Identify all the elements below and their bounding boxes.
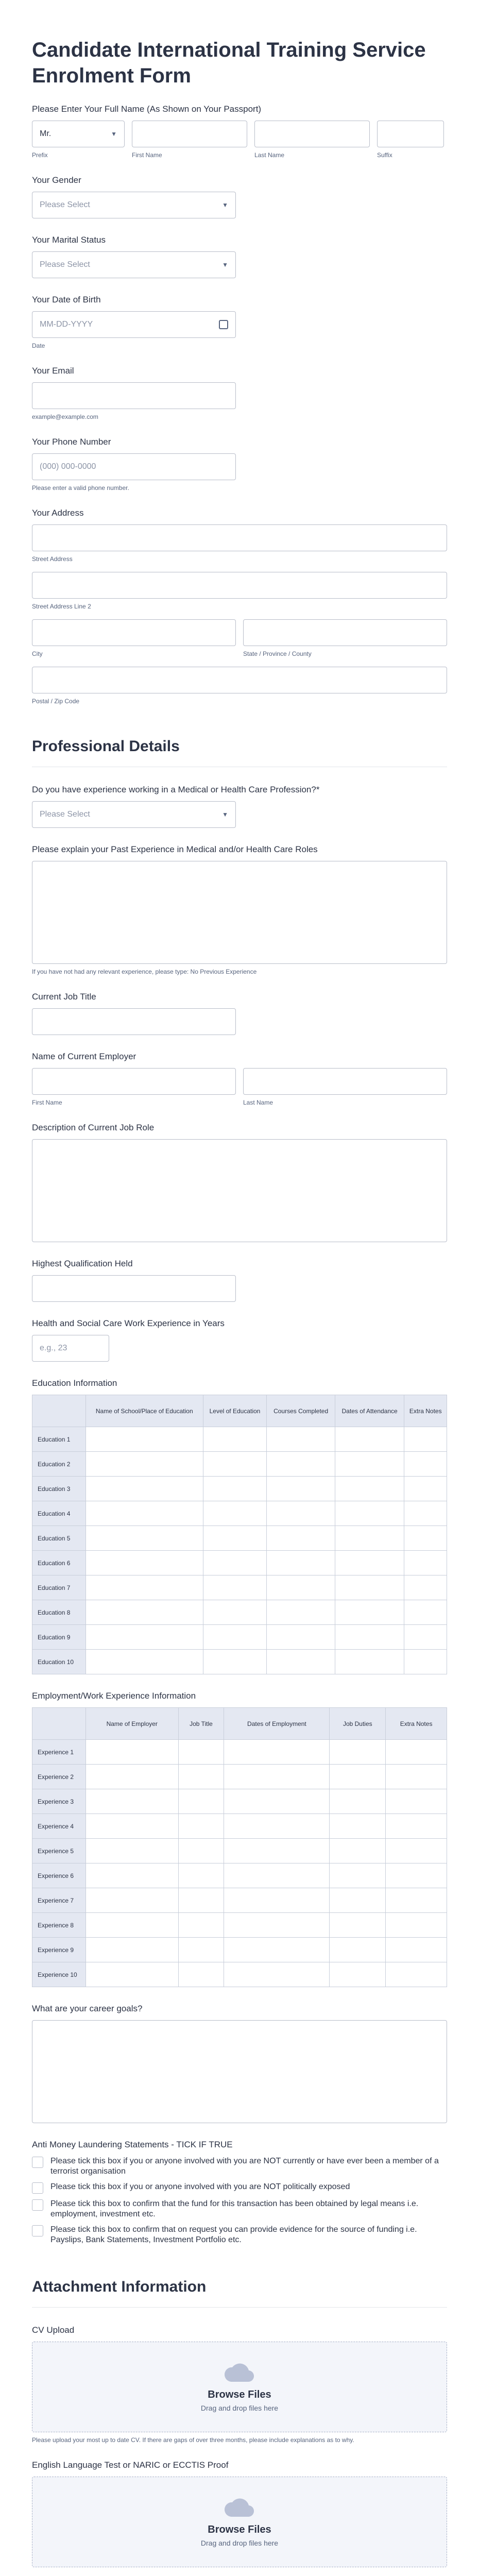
dob-sublabel: Date bbox=[32, 342, 45, 349]
education-cell-input[interactable] bbox=[335, 1477, 404, 1501]
employer-last-sublabel: Last Name bbox=[243, 1099, 273, 1106]
chevron-down-icon: ▼ bbox=[222, 201, 228, 209]
education-row-header: Education 1 bbox=[32, 1427, 86, 1452]
education-col-header: Name of School/Place of Education bbox=[86, 1395, 203, 1427]
aml-checkbox[interactable] bbox=[32, 2225, 43, 2236]
full-name-label: Please Enter Your Full Name (As Shown on Your Passport) bbox=[32, 104, 262, 114]
address-field bbox=[32, 508, 447, 705]
years-field bbox=[32, 1318, 447, 1362]
employment-cell-input[interactable] bbox=[86, 1839, 179, 1863]
education-table-row bbox=[32, 1452, 447, 1477]
email-field bbox=[32, 366, 447, 420]
education-row-header: Education 8 bbox=[32, 1600, 86, 1625]
education-row-header: Education 2 bbox=[32, 1452, 86, 1477]
gender-label: Your Gender bbox=[32, 175, 81, 185]
state-sublabel: State / Province / County bbox=[243, 650, 312, 657]
qualification-input[interactable] bbox=[32, 1275, 236, 1302]
cv-field bbox=[32, 2325, 447, 2444]
education-cell-input[interactable] bbox=[267, 1600, 335, 1625]
employment-cell-input[interactable] bbox=[330, 1740, 386, 1765]
cv-sublabel: Please upload your most up to date CV. If there are gaps of over three months, please include explanations as to why. bbox=[32, 2436, 354, 2444]
education-cell-input[interactable] bbox=[203, 1452, 267, 1477]
education-cell-input[interactable] bbox=[203, 1551, 267, 1575]
education-row-header: Education 5 bbox=[32, 1526, 86, 1551]
employment-cell-input[interactable] bbox=[330, 1789, 386, 1814]
employment-row-header: Experience 7 bbox=[32, 1888, 86, 1913]
phone-input[interactable] bbox=[32, 453, 236, 480]
browse-files-label[interactable]: Browse Files bbox=[208, 2523, 271, 2535]
gender-placeholder: Please Select bbox=[40, 200, 90, 209]
education-cell-input[interactable] bbox=[267, 1526, 335, 1551]
marital-field bbox=[32, 235, 447, 278]
employment-cell-input[interactable] bbox=[178, 1962, 224, 1987]
employment-cell-input[interactable] bbox=[178, 1789, 224, 1814]
employment-cell-input[interactable] bbox=[386, 1789, 447, 1814]
education-cell-input[interactable] bbox=[404, 1477, 447, 1501]
employer-field bbox=[32, 1052, 447, 1106]
education-cell-input[interactable] bbox=[267, 1452, 335, 1477]
employment-cell-input[interactable] bbox=[224, 1962, 330, 1987]
aml-field bbox=[32, 2140, 447, 2245]
chevron-down-icon: ▼ bbox=[222, 261, 228, 268]
english-upload-dropzone[interactable] bbox=[32, 2477, 447, 2567]
education-cell-input[interactable] bbox=[335, 1452, 404, 1477]
education-cell-input[interactable] bbox=[404, 1452, 447, 1477]
education-cell-input[interactable] bbox=[203, 1575, 267, 1600]
first-name-input[interactable] bbox=[132, 121, 247, 147]
education-col-header: Extra Notes bbox=[404, 1395, 447, 1427]
experience-placeholder: Please Select bbox=[40, 810, 90, 819]
employment-cell-input[interactable] bbox=[224, 1863, 330, 1888]
cloud-upload-icon bbox=[223, 2497, 256, 2518]
education-cell-input[interactable] bbox=[203, 1600, 267, 1625]
aml-option-text: Please tick this box to confirm that the fund for this transaction has been obtained by legal means i.e. employment, investment etc. bbox=[50, 2199, 419, 2218]
qualification-field bbox=[32, 1259, 447, 1302]
education-table-row bbox=[32, 1600, 447, 1625]
education-cell-input[interactable] bbox=[267, 1575, 335, 1600]
education-table-row bbox=[32, 1526, 447, 1551]
dob-label: Your Date of Birth bbox=[32, 295, 101, 304]
dob-input[interactable] bbox=[32, 311, 236, 338]
years-label: Health and Social Care Work Experience in Years bbox=[32, 1318, 225, 1328]
education-cell-input[interactable] bbox=[203, 1501, 267, 1526]
gender-select[interactable] bbox=[32, 192, 236, 218]
education-col-header: Dates of Attendance bbox=[335, 1395, 404, 1427]
education-cell-input[interactable] bbox=[335, 1575, 404, 1600]
education-row-header: Education 9 bbox=[32, 1625, 86, 1650]
education-table-row bbox=[32, 1477, 447, 1501]
drag-drop-hint: Drag and drop files here bbox=[200, 2403, 279, 2412]
education-table-row bbox=[32, 1625, 447, 1650]
past-roles-field bbox=[32, 844, 447, 975]
email-sublabel: example@example.com bbox=[32, 413, 98, 420]
education-table-row bbox=[32, 1575, 447, 1600]
email-label: Your Email bbox=[32, 366, 74, 376]
education-label: Education Information bbox=[32, 1378, 117, 1388]
browse-files-label[interactable]: Browse Files bbox=[208, 2388, 271, 2400]
marital-label: Your Marital Status bbox=[32, 235, 106, 245]
employment-cell-input[interactable] bbox=[224, 1789, 330, 1814]
prefix-value: Mr. bbox=[40, 129, 52, 138]
employer-first-input[interactable] bbox=[32, 1068, 236, 1095]
past-roles-label: Please explain your Past Experience in Medical and/or Health Care Roles bbox=[32, 844, 318, 854]
employment-cell-input[interactable] bbox=[330, 1863, 386, 1888]
education-row-header: Education 10 bbox=[32, 1650, 86, 1674]
employment-row-header: Experience 2 bbox=[32, 1765, 86, 1789]
education-corner bbox=[32, 1395, 86, 1427]
years-placeholder: e.g., 23 bbox=[40, 1344, 67, 1352]
suffix-sublabel: Suffix bbox=[377, 151, 392, 159]
education-cell-input[interactable] bbox=[335, 1650, 404, 1674]
cloud-upload-icon bbox=[223, 2362, 256, 2383]
employment-cell-input[interactable] bbox=[86, 1765, 179, 1789]
education-cell-input[interactable] bbox=[86, 1452, 203, 1477]
employment-table-row bbox=[32, 1839, 447, 1863]
education-col-header: Level of Education bbox=[203, 1395, 267, 1427]
calendar-icon[interactable] bbox=[219, 320, 228, 329]
education-table-row bbox=[32, 1650, 447, 1674]
education-col-header: Courses Completed bbox=[267, 1395, 335, 1427]
chevron-down-icon: ▼ bbox=[222, 811, 228, 818]
employment-cell-input[interactable] bbox=[330, 1962, 386, 1987]
employment-cell-input[interactable] bbox=[224, 1913, 330, 1938]
education-cell-input[interactable] bbox=[203, 1625, 267, 1650]
education-cell-input[interactable] bbox=[267, 1551, 335, 1575]
education-cell-input[interactable] bbox=[86, 1600, 203, 1625]
education-cell-input[interactable] bbox=[335, 1625, 404, 1650]
education-cell-input[interactable] bbox=[404, 1526, 447, 1551]
years-input[interactable] bbox=[32, 1335, 109, 1362]
job-title-label: Current Job Title bbox=[32, 992, 96, 1002]
employment-table-row bbox=[32, 1938, 447, 1962]
employment-cell-input[interactable] bbox=[386, 1863, 447, 1888]
employment-cell-input[interactable] bbox=[330, 1765, 386, 1789]
english-field bbox=[32, 2460, 447, 2567]
employment-col-header: Job Title bbox=[178, 1708, 224, 1740]
employment-row-header: Experience 6 bbox=[32, 1863, 86, 1888]
experience-select[interactable] bbox=[32, 801, 236, 828]
education-cell-input[interactable] bbox=[86, 1575, 203, 1600]
education-cell-input[interactable] bbox=[86, 1501, 203, 1526]
education-row-header: Education 7 bbox=[32, 1575, 86, 1600]
employment-cell-input[interactable] bbox=[386, 1938, 447, 1962]
employment-col-header: Name of Employer bbox=[86, 1708, 179, 1740]
education-row-header: Education 3 bbox=[32, 1477, 86, 1501]
education-cell-input[interactable] bbox=[203, 1526, 267, 1551]
employment-row-header: Experience 4 bbox=[32, 1814, 86, 1839]
education-cell-input[interactable] bbox=[335, 1526, 404, 1551]
suffix-input[interactable] bbox=[377, 121, 444, 147]
street-address-2-input[interactable] bbox=[32, 572, 447, 599]
experience-field bbox=[32, 785, 447, 828]
education-cell-input[interactable] bbox=[404, 1600, 447, 1625]
education-table-row bbox=[32, 1501, 447, 1526]
city-sublabel: City bbox=[32, 650, 43, 657]
street-address-2-sublabel: Street Address Line 2 bbox=[32, 603, 91, 610]
gender-field bbox=[32, 175, 447, 218]
employment-corner bbox=[32, 1708, 86, 1740]
chevron-down-icon: ▼ bbox=[111, 130, 117, 138]
education-field bbox=[32, 1378, 447, 1674]
employment-table-row bbox=[32, 1888, 447, 1913]
employment-cell-input[interactable] bbox=[86, 1789, 179, 1814]
qualification-label: Highest Qualification Held bbox=[32, 1259, 133, 1268]
aml-option[interactable] bbox=[32, 2182, 447, 2194]
education-cell-input[interactable] bbox=[335, 1427, 404, 1452]
employment-cell-input[interactable] bbox=[330, 1839, 386, 1863]
education-table-row bbox=[32, 1551, 447, 1575]
aml-option[interactable] bbox=[32, 2156, 447, 2177]
aml-option[interactable] bbox=[32, 2225, 447, 2245]
postal-input[interactable] bbox=[32, 667, 447, 693]
employment-table-row bbox=[32, 1863, 447, 1888]
employment-row-header: Experience 10 bbox=[32, 1962, 86, 1987]
education-cell-input[interactable] bbox=[267, 1625, 335, 1650]
education-cell-input[interactable] bbox=[404, 1551, 447, 1575]
employment-cell-input[interactable] bbox=[386, 1962, 447, 1987]
postal-sublabel: Postal / Zip Code bbox=[32, 698, 80, 705]
education-table bbox=[32, 1395, 447, 1674]
education-row-header: Education 6 bbox=[32, 1551, 86, 1575]
employment-field bbox=[32, 1691, 447, 1987]
employment-cell-input[interactable] bbox=[178, 1938, 224, 1962]
education-cell-input[interactable] bbox=[404, 1650, 447, 1674]
first-name-sublabel: First Name bbox=[132, 151, 162, 159]
education-row-header: Education 4 bbox=[32, 1501, 86, 1526]
employment-row-header: Experience 5 bbox=[32, 1839, 86, 1863]
education-cell-input[interactable] bbox=[404, 1575, 447, 1600]
employment-cell-input[interactable] bbox=[386, 1839, 447, 1863]
education-cell-input[interactable] bbox=[335, 1501, 404, 1526]
city-input[interactable] bbox=[32, 619, 236, 646]
professional-section-title: Professional Details bbox=[32, 725, 447, 767]
education-cell-input[interactable] bbox=[86, 1650, 203, 1674]
employment-cell-input[interactable] bbox=[224, 1765, 330, 1789]
job-role-field bbox=[32, 1123, 447, 1242]
full-name-field bbox=[32, 104, 447, 159]
employment-cell-input[interactable] bbox=[224, 1839, 330, 1863]
dob-placeholder: MM-DD-YYYY bbox=[40, 320, 93, 329]
phone-sublabel: Please enter a valid phone number. bbox=[32, 484, 129, 492]
job-role-label: Description of Current Job Role bbox=[32, 1123, 155, 1132]
employment-cell-input[interactable] bbox=[86, 1962, 179, 1987]
aml-checkbox[interactable] bbox=[32, 2157, 43, 2168]
education-table-row bbox=[32, 1427, 447, 1452]
education-cell-input[interactable] bbox=[86, 1427, 203, 1452]
education-cell-input[interactable] bbox=[203, 1650, 267, 1674]
employment-cell-input[interactable] bbox=[330, 1814, 386, 1839]
employment-cell-input[interactable] bbox=[86, 1913, 179, 1938]
phone-placeholder: (000) 000-0000 bbox=[40, 462, 96, 471]
last-name-input[interactable] bbox=[254, 121, 370, 147]
phone-field bbox=[32, 437, 447, 492]
street-address-input[interactable] bbox=[32, 524, 447, 551]
education-cell-input[interactable] bbox=[267, 1650, 335, 1674]
aml-option-text: Please tick this box if you or anyone involved with you are NOT currently or have ever been a member of a terrorist organisation bbox=[50, 2157, 439, 2176]
employment-cell-input[interactable] bbox=[224, 1938, 330, 1962]
past-roles-textarea[interactable] bbox=[32, 861, 447, 964]
employment-table-row bbox=[32, 1789, 447, 1814]
goals-textarea[interactable] bbox=[32, 2020, 447, 2123]
cv-label: CV Upload bbox=[32, 2325, 75, 2335]
employment-row-header: Experience 1 bbox=[32, 1740, 86, 1765]
education-cell-input[interactable] bbox=[404, 1501, 447, 1526]
phone-label: Your Phone Number bbox=[32, 437, 111, 447]
employment-cell-input[interactable] bbox=[330, 1938, 386, 1962]
education-cell-input[interactable] bbox=[86, 1526, 203, 1551]
job-role-textarea[interactable] bbox=[32, 1139, 447, 1242]
education-cell-input[interactable] bbox=[86, 1477, 203, 1501]
english-label: English Language Test or NARIC or ECCTIS Proof bbox=[32, 2460, 229, 2470]
employment-table bbox=[32, 1707, 447, 1987]
employment-label: Employment/Work Experience Information bbox=[32, 1691, 196, 1701]
aml-checkbox[interactable] bbox=[32, 2182, 43, 2194]
employment-cell-input[interactable] bbox=[86, 1938, 179, 1962]
goals-field bbox=[32, 2004, 447, 2123]
employment-cell-input[interactable] bbox=[178, 1839, 224, 1863]
employment-cell-input[interactable] bbox=[178, 1913, 224, 1938]
employment-cell-input[interactable] bbox=[224, 1888, 330, 1913]
email-input[interactable] bbox=[32, 382, 236, 409]
street-address-sublabel: Street Address bbox=[32, 555, 73, 563]
employment-col-header: Dates of Employment bbox=[224, 1708, 330, 1740]
education-cell-input[interactable] bbox=[404, 1427, 447, 1452]
employment-cell-input[interactable] bbox=[178, 1888, 224, 1913]
past-roles-sublabel: If you have not had any relevant experience, please type: No Previous Experience bbox=[32, 968, 257, 975]
employment-cell-input[interactable] bbox=[386, 1765, 447, 1789]
employment-row-header: Experience 3 bbox=[32, 1789, 86, 1814]
employment-cell-input[interactable] bbox=[86, 1740, 179, 1765]
cv-upload-dropzone[interactable] bbox=[32, 2342, 447, 2432]
employment-cell-input[interactable] bbox=[330, 1888, 386, 1913]
employment-cell-input[interactable] bbox=[386, 1913, 447, 1938]
education-cell-input[interactable] bbox=[335, 1600, 404, 1625]
employment-table-row bbox=[32, 1765, 447, 1789]
aml-option-text: Please tick this box if you or anyone involved with you are NOT politically exposed bbox=[50, 2182, 350, 2191]
employment-cell-input[interactable] bbox=[224, 1814, 330, 1839]
drag-drop-hint: Drag and drop files here bbox=[200, 2538, 279, 2547]
employment-table-row bbox=[32, 1913, 447, 1938]
state-input[interactable] bbox=[243, 619, 447, 646]
employment-cell-input[interactable] bbox=[178, 1765, 224, 1789]
education-cell-input[interactable] bbox=[404, 1625, 447, 1650]
job-title-input[interactable] bbox=[32, 1008, 236, 1035]
employment-cell-input[interactable] bbox=[386, 1740, 447, 1765]
education-cell-input[interactable] bbox=[335, 1551, 404, 1575]
experience-label: Do you have experience working in a Medical or Health Care Profession?* bbox=[32, 785, 320, 794]
employer-first-sublabel: First Name bbox=[32, 1099, 62, 1106]
form-title: Candidate International Training Service Enrolment Form bbox=[32, 39, 426, 87]
prefix-select[interactable] bbox=[32, 121, 125, 147]
employment-cell-input[interactable] bbox=[386, 1888, 447, 1913]
goals-label: What are your career goals? bbox=[32, 2004, 143, 2013]
marital-placeholder: Please Select bbox=[40, 260, 90, 269]
employment-cell-input[interactable] bbox=[86, 1814, 179, 1839]
employment-col-header: Job Duties bbox=[330, 1708, 386, 1740]
address-label: Your Address bbox=[32, 508, 84, 518]
attachment-section-title: Attachment Information bbox=[32, 2266, 447, 2308]
employment-table-row bbox=[32, 1814, 447, 1839]
employment-cell-input[interactable] bbox=[224, 1740, 330, 1765]
employer-last-input[interactable] bbox=[243, 1068, 447, 1095]
employment-col-header: Extra Notes bbox=[386, 1708, 447, 1740]
employment-table-row bbox=[32, 1962, 447, 1987]
dob-field bbox=[32, 295, 447, 349]
employment-cell-input[interactable] bbox=[86, 1863, 179, 1888]
education-cell-input[interactable] bbox=[203, 1477, 267, 1501]
aml-label: Anti Money Laundering Statements - TICK IF TRUE bbox=[32, 2140, 233, 2149]
employment-cell-input[interactable] bbox=[178, 1814, 224, 1839]
employment-cell-input[interactable] bbox=[330, 1913, 386, 1938]
education-cell-input[interactable] bbox=[267, 1501, 335, 1526]
job-title-field bbox=[32, 992, 447, 1035]
education-cell-input[interactable] bbox=[203, 1427, 267, 1452]
aml-option[interactable] bbox=[32, 2199, 447, 2219]
employment-cell-input[interactable] bbox=[178, 1740, 224, 1765]
education-cell-input[interactable] bbox=[86, 1551, 203, 1575]
prefix-sublabel: Prefix bbox=[32, 151, 48, 159]
marital-select[interactable] bbox=[32, 251, 236, 278]
education-cell-input[interactable] bbox=[267, 1477, 335, 1501]
aml-checkbox[interactable] bbox=[32, 2199, 43, 2211]
employment-row-header: Experience 9 bbox=[32, 1938, 86, 1962]
employment-row-header: Experience 8 bbox=[32, 1913, 86, 1938]
employment-table-row bbox=[32, 1740, 447, 1765]
employment-cell-input[interactable] bbox=[86, 1888, 179, 1913]
aml-option-text: Please tick this box to confirm that on request you can provide evidence for the source of funding i.e. Payslips, Bank Statements, Investment Portfolio etc. bbox=[50, 2225, 417, 2244]
last-name-sublabel: Last Name bbox=[254, 151, 285, 159]
employer-label: Name of Current Employer bbox=[32, 1052, 136, 1061]
education-cell-input[interactable] bbox=[86, 1625, 203, 1650]
education-cell-input[interactable] bbox=[267, 1427, 335, 1452]
employment-cell-input[interactable] bbox=[386, 1814, 447, 1839]
employment-cell-input[interactable] bbox=[178, 1863, 224, 1888]
